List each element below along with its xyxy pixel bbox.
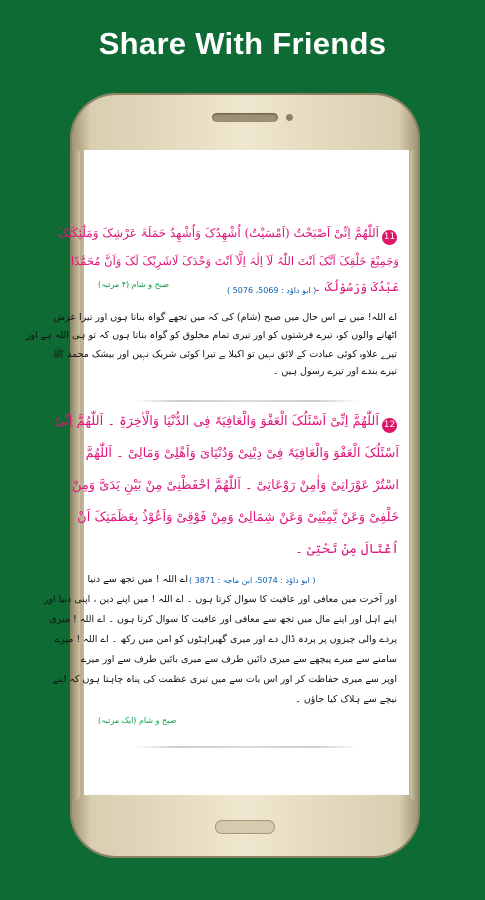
- recitation-count: صبح و شام (۴ مرتبہ): [98, 280, 170, 289]
- urdu-translation-line: اور آخرت میں معافی اور عافیت کا سوال کرتا ہوں ۔ اے اللہ ! میں اپنے دین ، اپنی دنیا اور: [43, 594, 397, 605]
- urdu-translation-line: پردے والی چیزوں پر پردہ ڈال دے اور میری گھبراہٹوں کو امن میں رکھ ۔ اے اللہ ! میرے: [54, 634, 397, 645]
- section-divider: [134, 746, 359, 748]
- dua-arabic-line: اَسْئَلُکَ الْعَفْوَ وَالْعَافِیَۃَ فِیْ دِیْنِیْ وَدُنْیَایَ وَاَھْلِیْ وَمَالِیْ ۔ اَللّٰھُمَّ: [85, 446, 399, 461]
- phone-right-edge: [410, 150, 420, 800]
- dua-arabic-line: اَللّٰھُمَّ اِنِّیْ اَصْبَحْتُ (اَمْسَیْتُ) اُشْھِدُکَ وَاُشْھِدُ حَمَلَۃَ عَرْشِکَ وَمَلٰٓئِکَتَکَ: [57, 226, 379, 240]
- front-camera-icon: [286, 114, 293, 121]
- section-divider: [134, 400, 359, 402]
- urdu-translation-line: نیچے سے ہلاک کیا جاؤں ۔: [295, 694, 397, 705]
- dua-arabic-line: وَجَمِیْعَ خَلْقِکَ اَنَّکَ اَنْتَ اللّٰہُ لَآ اِلٰہَ اِلَّآ اَنْتَ وَحْدَکَ لَاشَرِیْکَ لَکَ وَاَنَّ مُحَمَّدًا: [71, 254, 399, 268]
- dua-arabic-line: خَلْفِیْ وَعَنْ یَّمِیْنِیْ وَعَنْ شِمَالِیْ وَمِنْ فَوْقِیْ وَاَعُوْذُ بِعَظَمَتِکَ اَنْ: [77, 510, 399, 525]
- recitation-count: صبح و شام (ایک مرتبہ): [98, 716, 177, 725]
- speaker-grille-icon: [212, 113, 278, 122]
- dua-arabic-line: اسْتُرْ عَوْرَاتِیْ وَاٰمِنْ رَوْعَاتِیْ ۔ اَللّٰھُمَّ احْفَظْنِیْ مِنْ بَیْنِ یَدَیَّ وَمِنْ: [71, 478, 399, 493]
- urdu-translation-line: تیرے بندے اور تیرے رسول ہیں ۔: [272, 366, 397, 377]
- headline: Share With Friends: [98, 26, 387, 61]
- phone-screen: [25, 150, 409, 795]
- dua-arabic-line: اَللّٰھُمَّ اِنِّیْ اَسْئَلُکَ الْعَفْوَ وَالْعَافِیَۃَ فِی الدُّنْیَا وَالْاٰخِرَۃِ ۔ اَللّٰھُمَّ اِنِّیْ: [54, 414, 379, 429]
- urdu-translation-line: تیرے علاوہ کوئی عبادت کے لائق نہیں تو اکیلا ہے تیرا کوئی شریک نہیں اور بیشک محمد ﷺ: [52, 349, 397, 360]
- urdu-translation-line: اوپر سے میری حفاظت کر اور اس بات سے میں تیری عظمت کی پناہ چاہتا ہوں کہ اپنے: [52, 674, 397, 685]
- urdu-translation-line: اے اللہ ! میں تجھ سے دنیا: [87, 574, 188, 585]
- urdu-translation-line: اٹھانے والوں کو، تیرے فرشتوں کو اور تیری تمام مخلوق کو گواہ بناتا ہوں کہ تو ہی اللہ ہے اور: [25, 330, 397, 341]
- dua-number-badge: 11: [382, 230, 397, 245]
- home-button[interactable]: [215, 820, 275, 834]
- urdu-translation-line: اے اللہ! میں نے اس حال میں صبح (شام) کی کہ میں تجھے گواہ بناتا ہوں اور تیرا عرش: [53, 312, 397, 323]
- urdu-translation-line: سامنے سے میرے پیچھے سے میری دائیں طرف سے میری بائیں طرف سے اور میرے: [80, 654, 397, 665]
- dua-number-badge: 12: [382, 418, 397, 433]
- hadith-reference: ( ابو داؤد : 5074، ابن ماجہ : 3871 ): [189, 576, 316, 585]
- hadith-reference: ( ابو داؤد : 5069، 5076 ): [227, 286, 317, 295]
- dua-arabic-line: اُغْتَالَ مِنْ تَحْتِیْ ۔: [295, 542, 399, 557]
- dua-arabic-line: عَبْدُکَ وَرَسُوْلُکَ ۔: [314, 280, 399, 294]
- dua-page[interactable]: [25, 190, 399, 795]
- urdu-translation-line: اپنے اہل اور اپنے مال میں تجھ سے معافی اور عافیت کا سوال کرتا ہوں ۔ اے اللہ ! میری: [49, 614, 397, 625]
- phone-left-edge: [70, 150, 80, 800]
